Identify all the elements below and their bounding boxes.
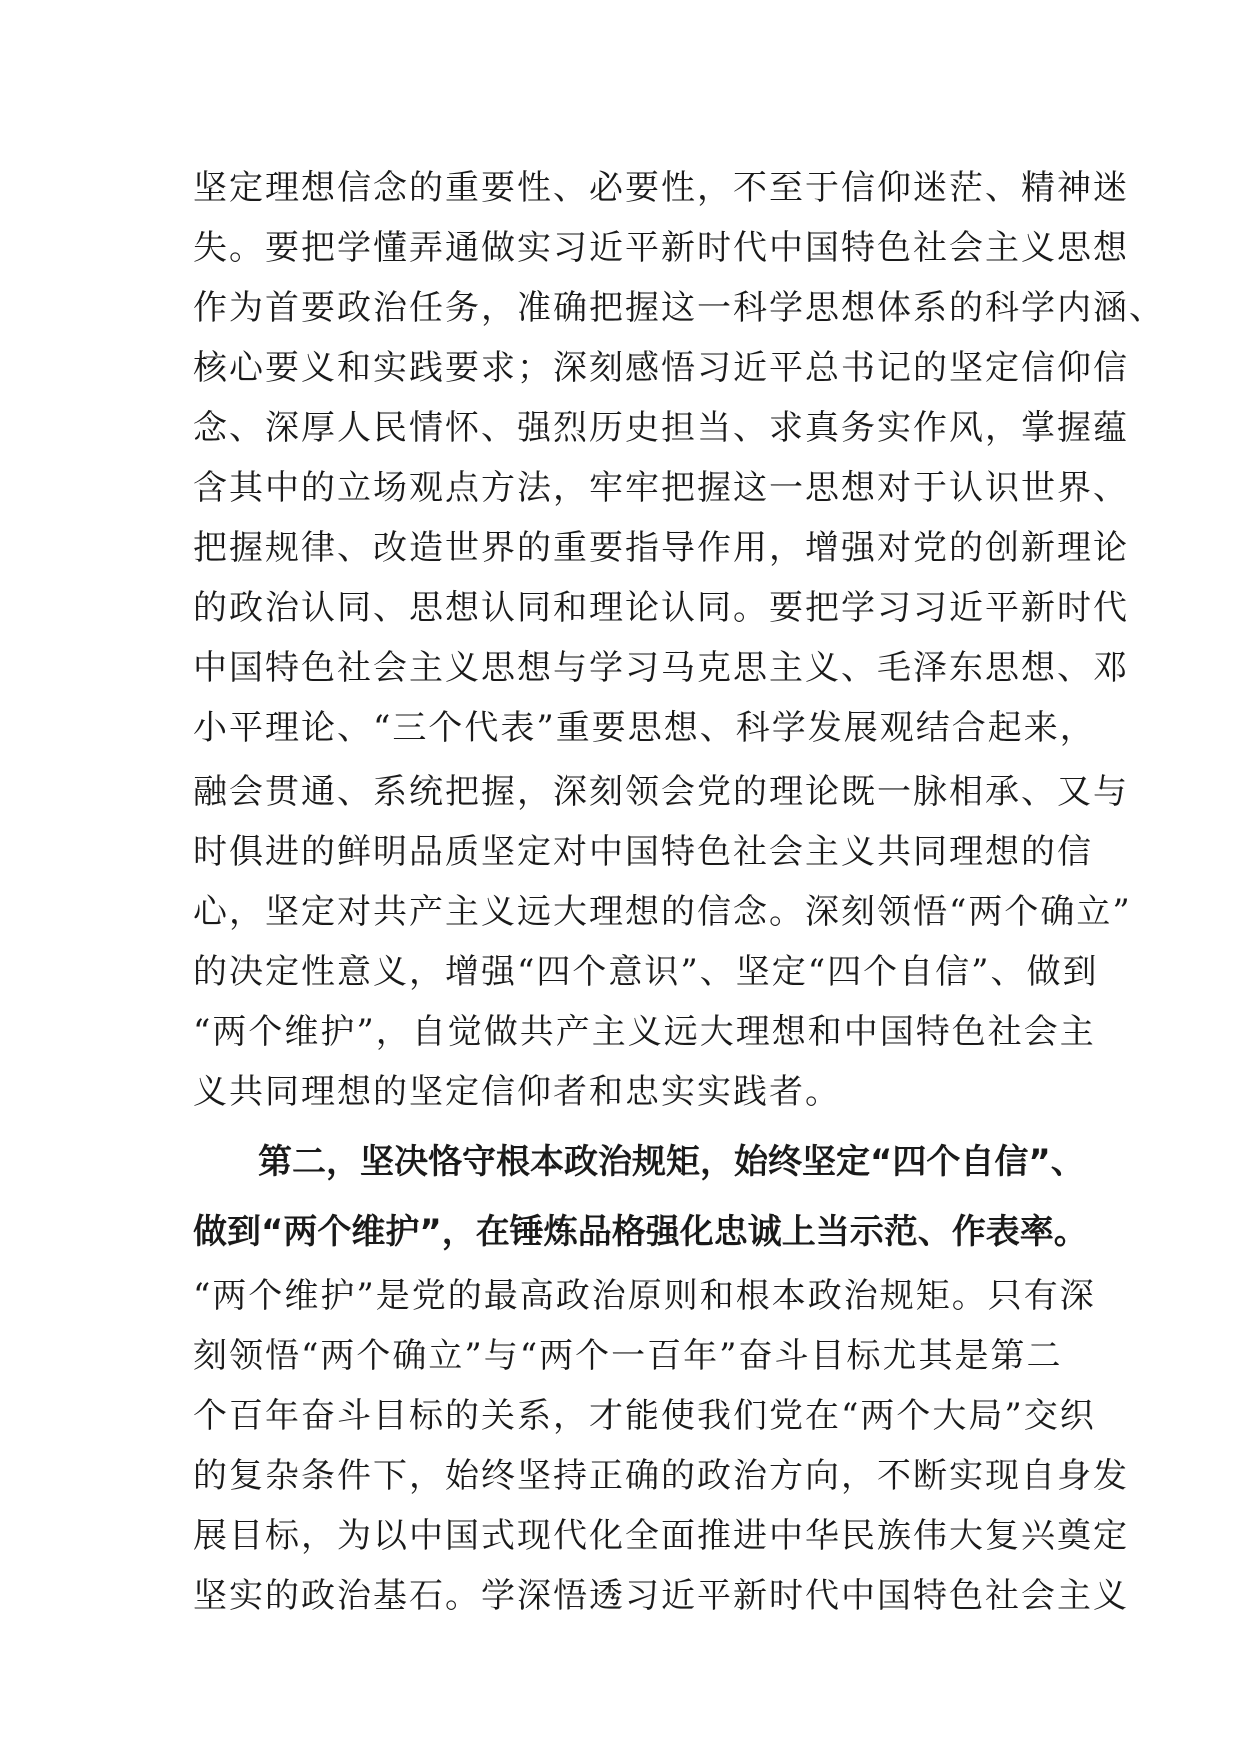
text-line: 展目标，为以中国式现代化全面推进中华民族伟大复兴奠定 — [193, 1516, 1129, 1556]
text-line: 刻领悟“两个确立”与“两个一百年”奋斗目标尤其是第二 — [193, 1336, 1063, 1376]
text-line: 小平理论、“三个代表”重要思想、科学发展观结合起来， — [193, 708, 1096, 748]
section-heading-line: 做到“两个维护”，在锤炼品格强化忠诚上当示范、作表率。 — [193, 1212, 1088, 1252]
text-line: 的复杂条件下，始终坚持正确的政治方向，不断实现自身发 — [193, 1456, 1129, 1496]
text-line: 融会贯通、系统把握，深刻领会党的理论既一脉相承、又与 — [193, 772, 1129, 812]
text-line: 把握规律、改造世界的重要指导作用，增强对党的创新理论 — [193, 528, 1129, 568]
text-line: 坚实的政治基石。学深悟透习近平新时代中国特色社会主义 — [193, 1576, 1129, 1616]
text-line: 的决定性意义，增强“四个意识”、坚定“四个自信”、做到 — [193, 952, 1099, 992]
text-line: 的政治认同、思想认同和理论认同。要把学习习近平新时代 — [193, 588, 1129, 628]
text-line: 中国特色社会主义思想与学习马克思主义、毛泽东思想、邓 — [193, 648, 1129, 688]
text-line: 核心要义和实践要求；深刻感悟习近平总书记的坚定信仰信 — [193, 348, 1129, 388]
section-heading-line: 第二，坚决恪守根本政治规矩，始终坚定“四个自信”、 — [258, 1142, 1085, 1182]
text-line: 坚定理想信念的重要性、必要性，不至于信仰迷茫、精神迷 — [193, 168, 1129, 208]
text-line: 失。要把学懂弄通做实习近平新时代中国特色社会主义思想 — [193, 228, 1129, 268]
text-line: 时俱进的鲜明品质坚定对中国特色社会主义共同理想的信 — [193, 832, 1093, 872]
text-line: 义共同理想的坚定信仰者和忠实实践者。 — [193, 1072, 841, 1112]
text-line: 含其中的立场观点方法，牢牢把握这一思想对于认识世界、 — [193, 468, 1129, 508]
text-line: 个百年奋斗目标的关系，才能使我们党在“两个大局”交织 — [193, 1396, 1096, 1436]
text-line: 作为首要政治任务，准确把握这一科学思想体系的科学内涵、 — [193, 288, 1165, 328]
text-line: “两个维护”，自觉做共产主义远大理想和中国特色社会主 — [193, 1012, 1096, 1052]
text-line: 心，坚定对共产主义远大理想的信念。深刻领悟“两个确立” — [193, 892, 1132, 932]
text-line: “两个维护”是党的最高政治原则和根本政治规矩。只有深 — [193, 1276, 1096, 1316]
text-line: 念、深厚人民情怀、强烈历史担当、求真务实作风，掌握蕴 — [193, 408, 1129, 448]
